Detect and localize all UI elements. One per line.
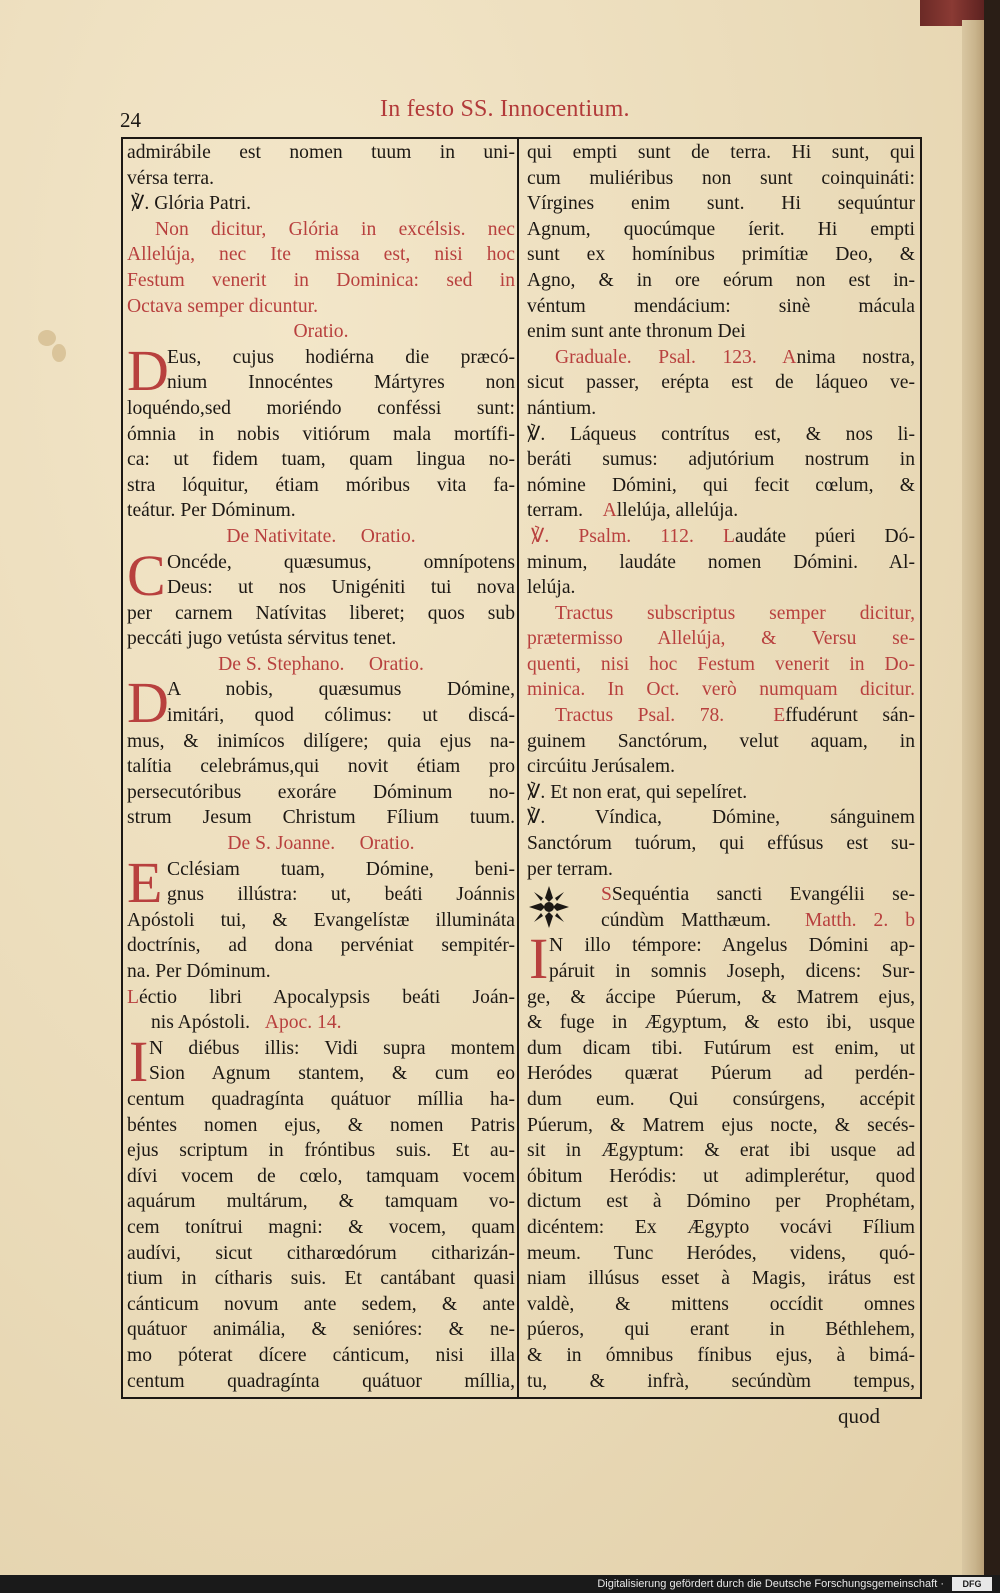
rubric: [127, 217, 515, 319]
lectio-reference: Apoc. 14.: [264, 1012, 342, 1034]
gospel-intro-line: [527, 882, 915, 908]
drop-capital: D: [127, 337, 169, 403]
left-column: [127, 140, 515, 1394]
text-line: dum eum. Qui consúrgens, accépit: [527, 1088, 915, 1110]
text-line: doctrínis, ad dona pervéniat sempitér-: [127, 935, 515, 957]
text-line: sunt ex homínibus primítiæ Deo, &: [527, 244, 915, 266]
text-line: stra lóquitur, étiam móribus vita fa-: [127, 474, 515, 496]
fleuron-ornament-icon: [527, 884, 571, 930]
text-line: circúitu Jerúsalem.: [527, 756, 675, 778]
text-line: N illo témpore: Angelus Dómini ap-: [549, 935, 915, 957]
text-line: páruit in somnis Joseph, dicens: Sur-: [549, 961, 915, 982]
column-divider: [517, 137, 519, 1399]
text-line: dívi vocem de cœlo, tamquam vocem: [127, 1165, 515, 1187]
text-line: guinem Sanctórum, velut aquam, in: [527, 730, 915, 752]
text-line: & in ómnibus fínibus ejus, à bimá-: [527, 1344, 915, 1366]
text-line: peccáti jugo vetústa sérvitus tenet.: [127, 628, 397, 650]
text-line: véntum mendácium: sinè mácula: [527, 295, 915, 317]
text-line: N diébus illis: Vidi supra montem: [149, 1037, 515, 1059]
footer-credit: Digitalisierung gefördert durch die Deutsche Forschungsgemeinschaft ·: [597, 1578, 944, 1590]
text-line: tu, & infrà, secúndùm tempus,: [527, 1370, 915, 1392]
tractus-line: [527, 703, 915, 729]
rubric-line: Festum venerit in Dominica: sed in: [127, 269, 515, 291]
gospel-intro-text: Sequéntia sancti Evangélii se-: [611, 884, 915, 906]
text-line: imitári, quod cólimus: ut discá-: [167, 705, 515, 727]
text-line: Agnum, quocúmque íerit. Hi empti: [527, 218, 915, 240]
lectio-title-text: nis Apóstoli.: [151, 1012, 251, 1034]
text-line: tium in cítharis suis. Et cantábant quasi: [127, 1268, 515, 1290]
text-fragment: terram.: [527, 500, 584, 522]
drop-capital: I: [529, 926, 549, 992]
rubric-line: minica. In Oct. verò numquam dicitur.: [527, 679, 915, 701]
page-edge: [962, 20, 984, 1575]
graduale-text: nima nostra,: [796, 346, 915, 368]
text-line: ℣. Víndica, Dómine, sánguinem: [527, 807, 915, 829]
text-line: cánticum novum ante sedem, & ante: [127, 1293, 515, 1315]
lectio-capital: L: [127, 986, 139, 1008]
text-line: strum Jesum Christum Fílium tuum.: [127, 807, 515, 829]
alleluia-capital: A: [602, 500, 617, 522]
alleluia-text: llelúja, allelúja.: [616, 500, 739, 522]
text-line: dicéntem: Ex Ægypto vocávi Fílium: [527, 1216, 915, 1238]
text-line: quátuor animália, & senióres: & ne-: [127, 1319, 515, 1341]
text-line: nómine Dómini, qui fecit cœlum, &: [527, 474, 915, 496]
text-line: sit in Ægyptum: & erat ibi usque ad: [527, 1140, 915, 1162]
text-line: Agno, & in ore eórum non est in-: [527, 269, 915, 291]
running-title: In festo SS. Innocentium.: [380, 96, 630, 122]
text-line: beráti sumus: adjutórium nostrum in: [527, 449, 915, 471]
text-line: Deus: ut nos Unigéniti tui nova: [167, 577, 515, 599]
rubric-line: prætermisso Allelúja, & Versu se-: [527, 628, 915, 650]
text-line: Heródes quærat Púerum ad perdén-: [527, 1063, 915, 1085]
text-line: ejus scriptum in fróntibus suis. Et au-: [127, 1140, 515, 1162]
digitization-footer: [0, 1575, 1000, 1593]
versicle-capital: L: [722, 525, 735, 547]
text-line: Oncéde, quæsumus, omnípotens: [167, 551, 515, 573]
drop-capital: E: [127, 849, 163, 915]
text-line: ℣. Et non erat, qui sepelíret.: [527, 781, 748, 803]
versicle-gloria: ℣. Glória Patri.: [131, 193, 252, 215]
oratio-joanne: [127, 849, 515, 985]
graduale-label: Graduale. Psal. 123.: [555, 346, 757, 368]
gospel-intro-text: cúndùm Matthæum.: [601, 909, 771, 931]
text-line: per terram.: [527, 858, 613, 880]
text-line: centum quadragínta quátuor míllia ha-: [127, 1088, 515, 1110]
text-line: niam illúsus esset à Magis, irátus est: [527, 1268, 915, 1290]
section-heading: De Nativitate. Oratio.: [226, 525, 416, 547]
graduale-line: [527, 345, 915, 371]
rubric-line: Octava semper dicuntur.: [127, 295, 318, 317]
text-line: audívi, sicut citharœdórum citharizán-: [127, 1242, 515, 1264]
text-line: admirábile est nomen tuum in uni-: [127, 142, 515, 163]
right-column: [527, 140, 915, 1394]
gospel-reading: [527, 926, 915, 1394]
text-line: centum quadragínta quátuor míllia,: [127, 1370, 515, 1392]
tractus-label: Tractus Psal. 78.: [555, 705, 725, 727]
reading-apocalypse: [127, 1028, 515, 1394]
gospel-capital: S: [601, 884, 612, 906]
versicle-text: audáte púeri Dó-: [734, 525, 916, 547]
page-number: 24: [120, 108, 141, 132]
text-line: dum dicam tibi. Futúrum est enim, ut: [527, 1037, 915, 1059]
stain-mark: [38, 330, 56, 346]
gospel-intro: [527, 882, 915, 933]
text-line: lelúja.: [527, 577, 576, 599]
text-line: vérsa terra.: [127, 167, 215, 189]
rubric-line: Allelúja, nec Ite missa est, nisi hoc: [127, 244, 515, 266]
text-line: loquéndo,sed moriéndo conféssi sunt:: [127, 397, 515, 419]
oratio-stephano: [127, 670, 515, 831]
lectio-title-line2: [127, 1010, 515, 1036]
versicle-psalm-112: [527, 524, 915, 550]
text-line: nántium.: [527, 397, 597, 419]
section-heading: Oratio.: [293, 321, 349, 343]
tractus-text: ffudérunt sán-: [785, 705, 915, 727]
text-line: ómnia in nobis vitiórum mala mortífi-: [127, 423, 515, 445]
alleluia-line: [527, 498, 915, 524]
text-line: gnus illústra: ut, beáti Joánnis: [167, 884, 515, 906]
text-line: Eus, cujus hodiérna die præcó-: [167, 346, 515, 368]
section-heading: De S. Joanne. Oratio.: [227, 833, 415, 855]
text-line: Vírgines enim sunt. Hi sequúntur: [527, 193, 915, 215]
text-line: dictum est à Dómino per Prophétam,: [527, 1191, 915, 1213]
rubric-line: Tractus subscriptus semper dicitur,: [555, 602, 915, 624]
stain-mark: [52, 344, 66, 362]
text-line: per carnem Natívitas liberet; quos sub: [127, 602, 515, 624]
rubric-line: quenti, nisi hoc Festum venerit in Do-: [527, 653, 915, 675]
text-line: ca: ut fidem tuam, quam lingua no-: [127, 449, 515, 471]
lectio-title: [127, 985, 515, 1011]
versicle-label: ℣. Psalm. 112.: [531, 525, 694, 547]
oratio-nativitate: [127, 542, 515, 652]
lectio-title-text: éctio libri Apocalypsis beáti Joán-: [138, 986, 515, 1008]
text-line: Sion Agnum stantem, & cum eo: [149, 1063, 515, 1085]
text-line: aquárum multárum, & tamquam vo-: [127, 1191, 515, 1213]
oratio-innocents: [127, 337, 515, 524]
text-line: enim sunt ante thronum Dei: [527, 321, 746, 343]
text-line: cem tonítrui magni: & vocem, quam: [127, 1216, 515, 1238]
text-line: na. Per Dóminum.: [127, 961, 271, 982]
text-line: nium Innocéntes Mártyres non: [167, 372, 515, 394]
text-line: minum, laudáte nomen Dómini. Al-: [527, 551, 915, 573]
text-line: talítia celebrámus,qui novit étiam pro: [127, 756, 515, 778]
text-line: cum muliéribus non sunt coinquináti:: [527, 167, 915, 189]
text-line: Cclésiam tuam, Dómine, beni-: [167, 858, 515, 880]
tractus-rubric: [527, 601, 915, 703]
rubric-line: Non dicitur, Glória in excélsis. nec: [155, 218, 515, 240]
text-line: sicut passer, erépta est de láqueo ve-: [527, 372, 915, 394]
section-heading: De S. Stephano. Oratio.: [218, 653, 424, 675]
text-line: valdè, & mittens occídit omnes: [527, 1293, 915, 1315]
text-line: Sanctórum tuórum, qui effúsus est su-: [527, 833, 915, 855]
text-line: & fuge in Ægyptum, & esto ibi, usque: [527, 1012, 915, 1034]
text-line: ℣. Láqueus contrítus est, & nos li-: [527, 423, 915, 445]
drop-capital: C: [127, 542, 166, 608]
text-line: teátur. Per Dóminum.: [127, 500, 296, 522]
text-line: mo póterat dícere cánticum, nisi illa: [127, 1344, 515, 1366]
text-line: púeros, qui erant in Béthlehem,: [527, 1319, 915, 1341]
tractus-capital: E: [773, 705, 786, 727]
text-line: A nobis, quæsumus Dómine,: [167, 679, 515, 701]
text-line: Púerum, & Matrem ejus nocte, & secés-: [527, 1114, 915, 1136]
catchword: quod: [838, 1404, 880, 1428]
text-line: béntes nomen ejus, & nomen Patris: [127, 1114, 515, 1136]
text-line: persecutóribus exoráre Dóminum no-: [127, 781, 515, 803]
text-line: mus, & inimícos dilígere; quia ejus na-: [127, 730, 515, 752]
gospel-intro-line: [527, 908, 915, 934]
drop-capital: I: [129, 1028, 149, 1094]
text-line: óbitum Heródis: ut adimplerétur, quod: [527, 1165, 915, 1187]
text-line: meum. Tunc Heródes, videns, quó-: [527, 1242, 915, 1264]
text-line: ge, & áccipe Púerum, & Matrem ejus,: [527, 986, 915, 1008]
text-line: qui empti sunt de terra. Hi sunt, qui: [527, 142, 915, 163]
graduale-capital: A: [782, 346, 797, 368]
text-line: Apóstoli tui, & Evangelístæ illumináta: [127, 909, 515, 931]
dfg-logo: DFG: [952, 1577, 992, 1591]
drop-capital: D: [127, 670, 169, 736]
gospel-reference: Matth. 2. b: [804, 909, 915, 931]
